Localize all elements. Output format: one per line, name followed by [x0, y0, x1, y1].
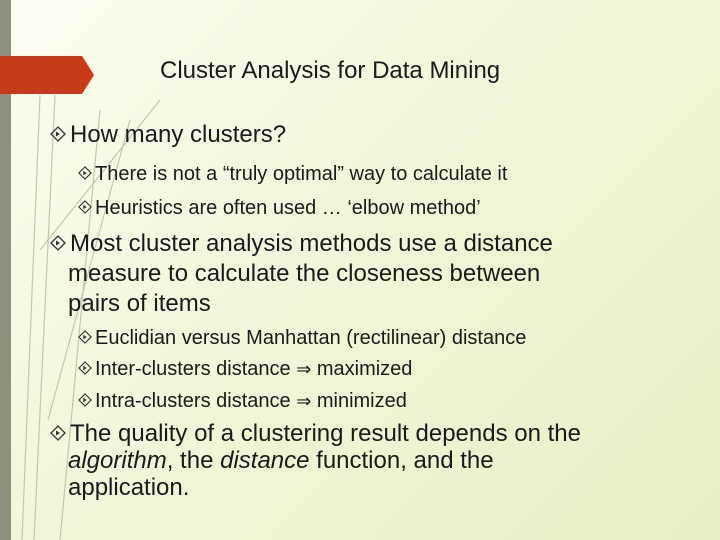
- diamond-bullet-icon: [50, 425, 66, 441]
- bullet-text-line: pairs of items: [68, 290, 211, 317]
- diamond-bullet-icon: [78, 166, 92, 180]
- bullet-text: , the: [166, 447, 221, 474]
- emphasis-distance: distance: [220, 447, 310, 474]
- emphasis-algorithm: algorithm: [68, 447, 167, 474]
- diamond-bullet-icon: [50, 235, 66, 251]
- title-accent-tab: [0, 56, 94, 94]
- bullet-text-line: application.: [68, 474, 190, 501]
- bullet-text-line: Most cluster analysis methods use a distance: [70, 230, 553, 257]
- sub-bullet-not-truly-optimal: [78, 162, 507, 186]
- bullet-text-line: measure to calculate the closeness between: [68, 260, 541, 287]
- sub-bullet-text: Heuristics are often used … ‘elbow method’: [95, 197, 481, 219]
- sub-bullet-text: There is not a “truly optimal” way to calculate it: [95, 163, 508, 185]
- sub-bullet-text: Intra-clusters distance: [95, 390, 297, 412]
- sub-bullet-inter-clusters: [78, 357, 412, 382]
- sub-bullet-text: Inter-clusters distance: [95, 358, 297, 380]
- implies-arrow-icon: ⇒: [296, 359, 312, 380]
- diamond-bullet-icon: [78, 330, 92, 344]
- sub-bullet-intra-clusters: [78, 389, 407, 414]
- sub-bullet-text: minimized: [311, 390, 407, 412]
- diamond-bullet-icon: [78, 361, 92, 375]
- bullet-how-many-clusters: [50, 120, 286, 150]
- sub-bullet-euclidian: [78, 326, 526, 350]
- sub-bullet-text: Euclidian versus Manhattan (rectilinear) distance: [95, 327, 527, 349]
- diamond-bullet-icon: [78, 393, 92, 407]
- diamond-bullet-icon: [50, 126, 66, 142]
- diamond-bullet-icon: [78, 200, 92, 214]
- bullet-text: function, and the: [309, 447, 494, 474]
- bullet-distance-measure: [50, 229, 553, 319]
- sub-bullet-heuristics: [78, 196, 481, 220]
- slide-title: Cluster Analysis for Data Mining: [160, 57, 501, 84]
- bullet-text-line: The quality of a clustering result depends on the: [70, 420, 581, 447]
- sub-bullet-text: maximized: [311, 358, 413, 380]
- bullet-text: How many clusters?: [70, 121, 287, 148]
- bullet-clustering-quality: [50, 420, 581, 501]
- implies-arrow-icon: ⇒: [296, 391, 312, 412]
